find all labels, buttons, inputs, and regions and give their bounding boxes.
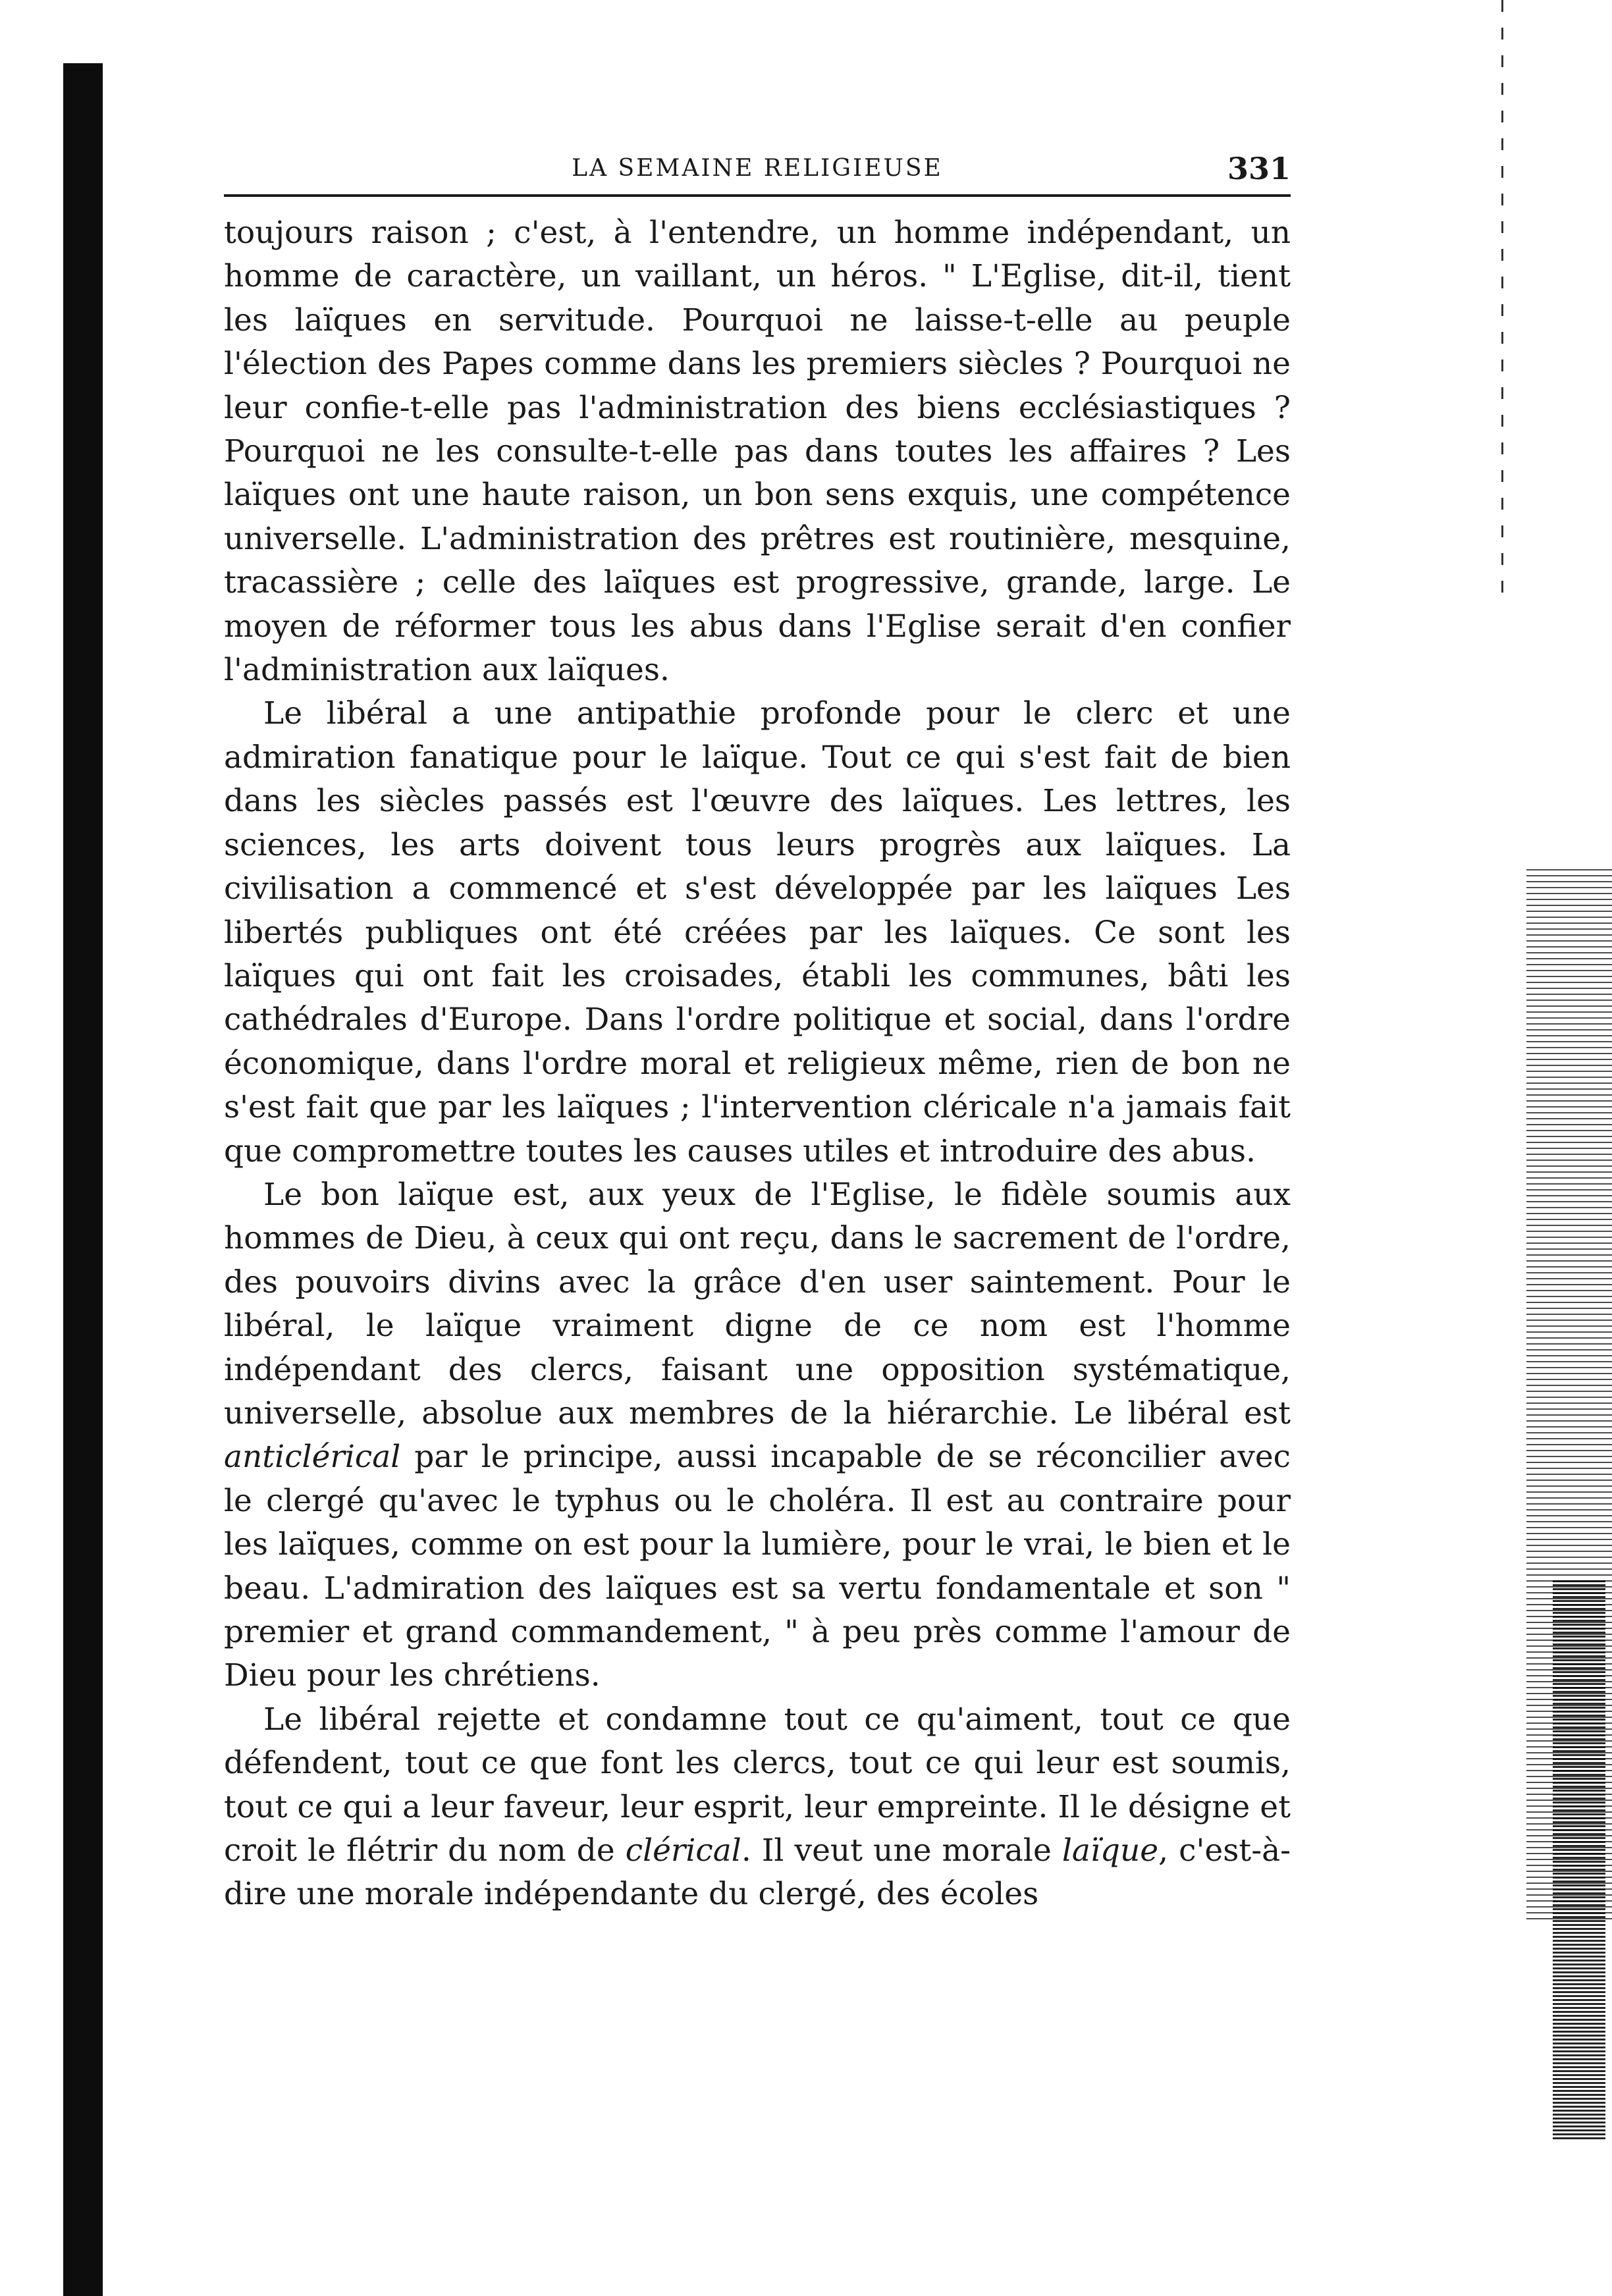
book-page <box>224 148 1291 1917</box>
paragraph-4-text-middle: . Il veut une morale <box>741 1832 1062 1869</box>
running-head <box>224 148 1291 197</box>
paragraph-4-italic-laique: laïque <box>1061 1832 1159 1869</box>
body-text <box>224 211 1291 1917</box>
paragraph-4-italic-clerical: clérical <box>625 1832 741 1869</box>
scan-page-edge-noise-dense <box>1553 1580 1605 2140</box>
paragraph-3 <box>224 1173 1291 1698</box>
paragraph-2 <box>224 692 1291 1173</box>
page-number: 331 <box>1227 151 1291 186</box>
paragraph-3-text-before: Le bon laïque est, aux yeux de l'Eglise, le fidèle soumis aux hommes de Dieu, à ceux qui ont reçu, dans le sacrement de l'ordre, des pouvoirs divins avec la grâce d'en user saintement. Pour le libéral, le laïque vraiment digne de ce nom est l'homme indépendant des clercs, faisant une opposition systématique, universelle, absolue aux membres de la hiérarchie. Le libéral est <box>224 1176 1291 1431</box>
scan-edge-artifact <box>1501 0 1503 593</box>
paragraph-4-text-after: , c'est-à-dire une morale indépendante du clergé, des écoles <box>224 1832 1291 1913</box>
running-head-title: LA SEMAINE RELIGIEUSE <box>572 155 943 182</box>
paragraph-1 <box>224 211 1291 692</box>
scan-binding-shadow <box>63 63 103 2296</box>
paragraph-2-text: Le libéral a une antipathie profonde pour le clerc et une admiration fanatique pour le laïque. Tout ce qui s'est fait de bien dans les siècles passés est l'œuvre des laïques. Les lettres, les sciences, les arts doivent tous leurs progrès aux laïques. La civilisation a commencé et s'est développée par les laïques Les libertés publiques ont été créées par les laïques. Ce sont les laïques qui ont fait les croisades, établi les communes, bâti les cathédrales d'Europe. Dans l'ordre politique et social, dans l'ordre économique, dans l'ordre moral et religieux même, rien de bon ne s'est fait que par les laïques ; l'intervention cléricale n'a jamais fait que compromettre toutes les causes utiles et introduire des abus. <box>224 695 1291 1169</box>
paragraph-3-italic-anticlerical: anticlérical <box>224 1439 401 1476</box>
paragraph-4-text-before: Le libéral rejette et condamne tout ce qu'aiment, tout ce que défendent, tout ce que font les clercs, tout ce qui leur est soumis, tout ce qui a leur faveur, leur esprit, leur empreinte. Il le désigne et croit le flétrir du nom de <box>224 1701 1291 1869</box>
paragraph-4 <box>224 1698 1291 1917</box>
paragraph-3-text-after: par le principe, aussi incapable de se réconcilier avec le clergé qu'avec le typhus ou le choléra. Il est au contraire pour les laïques, comme on est pour la lumière, pour le vrai, le bien et le beau. L'admiration des laïques est sa vertu fondamentale et son " premier et grand commandement, " à peu près comme l'amour de Dieu pour les chrétiens. <box>224 1439 1291 1694</box>
paragraph-1-text: toujours raison ; c'est, à l'entendre, un homme indépendant, un homme de caractère, un vaillant, un héros. " L'Eglise, dit-il, tient les laïques en servitude. Pourquoi ne laisse-t-elle au peuple l'élection des Papes comme dans les premiers siècles ? Pourquoi ne leur confie-t-elle pas l'administration des biens ecclésiastiques ? Pourquoi ne les consulte-t-elle pas dans toutes les affaires ? Les laïques ont une haute raison, un bon sens exquis, une compétence universelle. L'administration des prêtres est routinière, mesquine, tracassière ; celle des laïques est progressive, grande, large. Le moyen de réformer tous les abus dans l'Eglise serait d'en confier l'administration aux laïques. <box>224 215 1291 689</box>
